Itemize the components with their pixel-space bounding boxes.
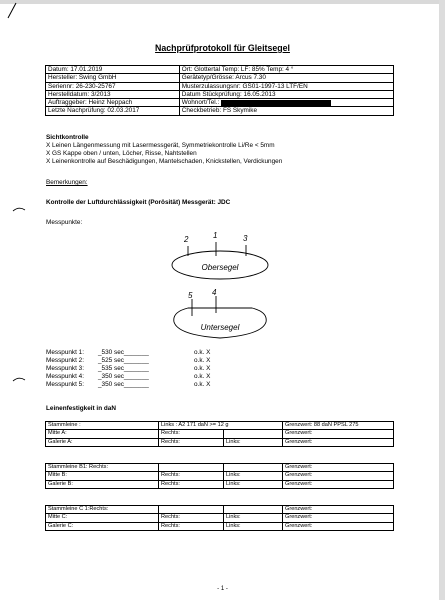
messpunkte-list [46, 349, 210, 389]
sicht-item: X Leinen Längenmessung mit Lasermessgerät, Symmetriekontrolle Li/Re < 5mm [46, 142, 275, 149]
field-wohnort: Wohnort/Tel.: [181, 99, 220, 107]
luftdurchlaessigkeit-heading: Kontrolle der Luftdurchlässigkeit (Porösität) Messgerät: JDC [46, 199, 231, 206]
messpunkte-label: Messpunkte: [46, 219, 83, 226]
point-label-2: 2 [184, 235, 189, 244]
point-label-1: 1 [213, 231, 218, 240]
page-number: - 1 - [217, 586, 228, 592]
untersegel-label: Untersegel [200, 323, 240, 332]
table-row: Galerie C: Rechts: Links: Grenzwert: [46, 522, 394, 530]
table-row: Stammleine : Links : A2 171 daN >= 12 g Grenzwert: 88 daN PPSL 275 [46, 422, 394, 430]
field-stueckpruefung: Datum Stückprüfung: 16.05.2013 [179, 90, 393, 98]
field-ort: Ort: Glottertal Temp: LF: 85% Temp: 4 ° [179, 66, 393, 74]
sichtkontrolle-heading: Sichtkontrolle [46, 134, 89, 141]
leinen-table-a [45, 421, 394, 447]
messpunkt-row: Messpunkt 5: _350 sec_______ o.k. X [46, 380, 211, 388]
messpunkt-row: Messpunkt 3: _535 sec_______ o.k. X [46, 364, 211, 372]
leinen-table-b [45, 463, 394, 489]
field-hersteller: Hersteller: Swing GmbH [46, 74, 180, 82]
field-auftraggeber: Auftraggeber: Heinz Neppach [46, 99, 180, 107]
field-herstelldatum: Herstelldatum: 3/2013 [46, 90, 180, 98]
table-row: Mitte B: Rechts: Links: Grenzwert: [46, 472, 394, 480]
table-row: Galerie A: Rechts: Links: Grenzwert: [46, 438, 394, 446]
point-label-4: 4 [212, 288, 217, 297]
document-title: Nachprüfprotokoll für Gleitsegel [155, 43, 290, 53]
field-seriennr: Seriennr: 26-230-25767 [46, 82, 180, 90]
field-datum: Datum: 17.01.2019 [46, 66, 180, 74]
point-label-3: 3 [243, 234, 248, 243]
point-label-5: 5 [188, 291, 193, 300]
field-muster: Musterzulassungsnr: GS01-1997-13 LTF/EN [179, 82, 393, 90]
table-row: Galerie B: Rechts: Links: Grenzwert: [46, 480, 394, 488]
margin-tick-mark [12, 376, 26, 382]
field-checkbetrieb: Checkbetrieb: FS Skymike [179, 107, 393, 115]
table-row: Mitte A: Rechts: Grenzwert: [46, 430, 394, 438]
sicht-item: X GS Kappe oben / unten, Löcher, Risse, Nahtstellen [46, 150, 197, 157]
sicht-item: X Leinenkontrolle auf Beschädigungen, Mantelschaden, Knickstellen, Verdickungen [46, 158, 283, 165]
table-row: Mitte C: Rechts: Links: Grenzwert: [46, 514, 394, 522]
leinenfestigkeit-heading: Leinenfestigkeit in daN [46, 405, 116, 412]
table-row: Stammleine C 1:Rechts: Grenzwert: [46, 506, 394, 514]
table-row: Stammleine B1: Rechts: Grenzwert: [46, 464, 394, 472]
field-letzte: Letzte Nachprüfung: 02.03.2017 [46, 107, 180, 115]
leinen-table-c [45, 505, 394, 531]
bemerkungen-label: Bemerkungen: [46, 179, 88, 186]
messpunkt-row: Messpunkt 2: _525 sec_______ o.k. X [46, 356, 211, 364]
messpunkt-row: Messpunkt 4: _350 sec_______ o.k. X [46, 372, 211, 380]
field-geraetetyp: Gerätetyp/Grösse: Arcus 7.30 [179, 74, 393, 82]
messpunkt-row: Messpunkt 1: _530 sec_______ o.k. X [46, 349, 211, 356]
obersegel-label: Obersegel [201, 263, 239, 272]
